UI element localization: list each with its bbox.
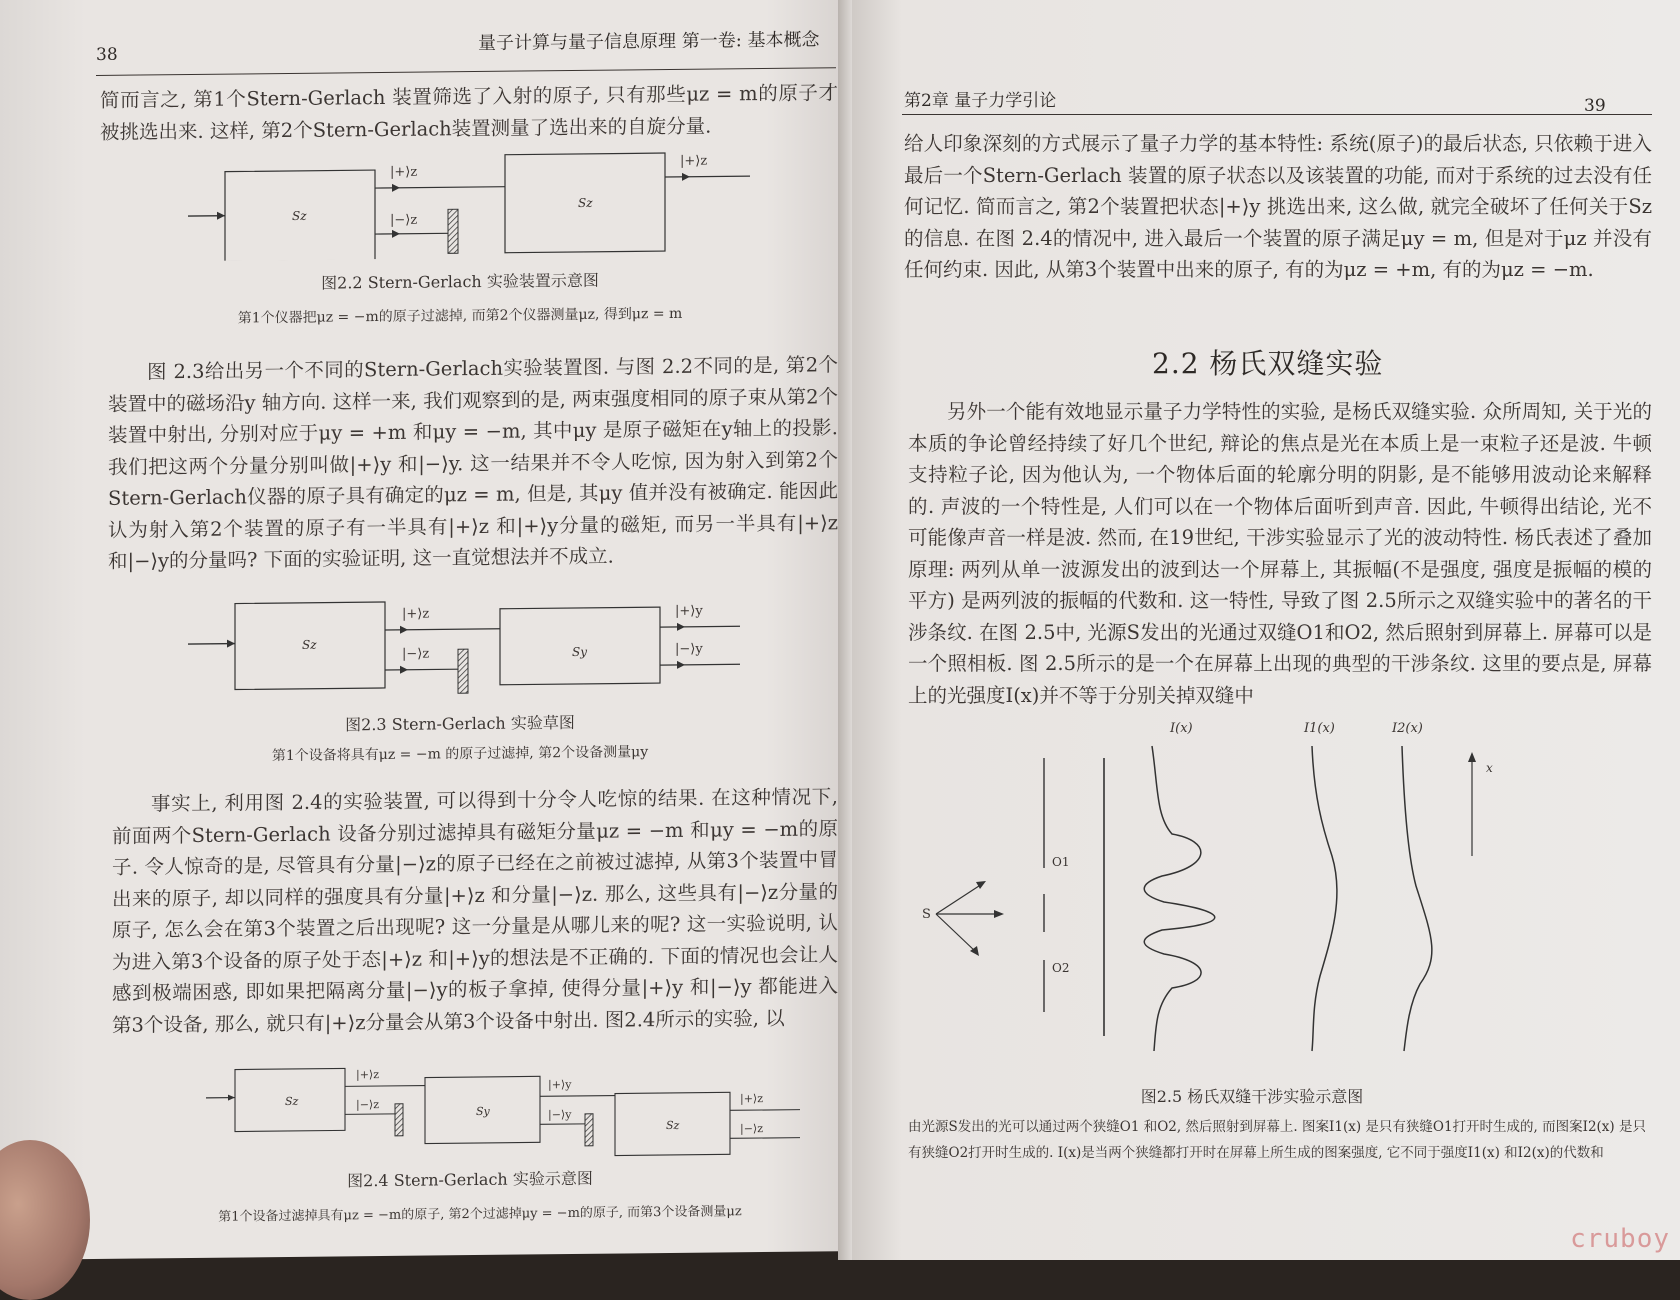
- page-number-left: 38: [96, 45, 118, 65]
- slit-O1-label: O1: [1052, 855, 1069, 869]
- left-para-3-text: 事实上, 利用图 2.4的实验装置, 可以得到十分令人吃惊的结果. 在这种情况下, 前面两个Stern-Gerlach 设备分别过滤掉具有磁矩分量μz = −m 和μy = −m的原子. 令人惊奇的是, 尽管具有分量|−⟩z的原子已经在之前被过滤掉, 从第3个装置中冒出来的原子, 却以同样的强度具有分量|+⟩z 和分量|−⟩z. 那么, 这些具有|−⟩z分量的原子, 怎么会在第3个装置之后出现呢? 这一分量是从哪儿来的呢? 这一实验说明, 认为进入第3个设备的原子处于态|+⟩z 和|+⟩y的想法是不正确的. 下面的情况也会让人感到极端困惑, 即如果把隔离分量|−⟩y的板子拿掉, 使得分量|+⟩y 和|−⟩y 都能进入第3个设备, 那么, 就只有|+⟩z分量会从第3个设备中射出. 图2.4所示的实验, 以: [112, 781, 838, 1041]
- beam-d-label: |−⟩y: [548, 1108, 572, 1122]
- beam-a-label: |+⟩z: [356, 1068, 379, 1082]
- x-axis-label: x: [1486, 761, 1493, 775]
- device-2-label: Sz: [578, 196, 593, 210]
- right-para-2: [908, 396, 1652, 711]
- beam-plus-z-label: |+⟩z: [402, 607, 429, 622]
- device-1-label: Sz: [302, 638, 317, 652]
- right-para-1-text: 给人印象深刻的方式展示了量子力学的基本特性: 系统(原子)的最后状态, 只依赖于进入最后一个Stern-Gerlach 装置的原子状态以及该装置的功能, 而对于系统的过去没有任何记忆. 简而言之, 第2个装置把状态|+⟩y 挑选出来, 这么做, 就完全破坏了任何关于Sz的信息. 在图 2.4的情况中, 进入最后一个装置的原子满足μy = m, 但是对于μz 并没有任何约束. 因此, 从第3个装置中出来的原子, 有的为μz = +m, 有的为μz = −m.: [904, 128, 1652, 286]
- beam-e-label: |+⟩z: [740, 1092, 763, 1106]
- figure-2-3-caption: 图2.3 Stern-Gerlach 实验草图: [180, 708, 740, 737]
- label-I: I(x): [1169, 721, 1193, 736]
- curve-I: [1144, 746, 1215, 1051]
- figure-2-3-subcaption: 第1个设备将具有μz = −m 的原子过滤掉, 第2个设备测量μy: [130, 740, 790, 767]
- out-minus-y-label: |−⟩y: [675, 642, 703, 657]
- left-page: [0, 0, 852, 1260]
- right-para-1: [904, 128, 1652, 286]
- device-3-label: Sz: [666, 1119, 680, 1132]
- left-para-2-text: 图 2.3给出另一个不同的Stern-Gerlach实验装置图. 与图 2.2不同的是, 第2个装置中的磁场沿y 轴方向. 这样一来, 我们观察到的是, 两束强度相同的原子束从第2个装置中射出, 分别对应于μy = +m 和μy = −m, 其中μy 是原子磁矩在y轴上的投影. 我们把这两个分量分别叫做|+⟩y 和|−⟩y. 这一结果并不令人吃惊, 因为射入到第2个Stern-Gerlach仪器的原子具有确定的μz = m, 但是, 其μy 值并没有被确定. 能因此认为射入第2个装置的原子有一半具有|+⟩z 和|+⟩y分量的磁矩, 而另一半具有|+⟩z 和|−⟩y的分量吗? 下面的实验证明, 这一直觉想法并不成立.: [108, 349, 838, 577]
- blocker-plate: [448, 209, 458, 253]
- right-page: [852, 0, 1680, 1260]
- left-para-1: [100, 77, 838, 148]
- left-para-2: [108, 349, 838, 577]
- label-I1: I1(x): [1303, 721, 1335, 736]
- figure-2-2-subcaption: 第1个仪器把μz = −m的原子过滤掉, 而第2个仪器测量μz, 得到μz = m: [130, 302, 790, 329]
- running-head-right: 第2章 量子力学引论: [904, 86, 1056, 111]
- device-2-label: Sy: [476, 1105, 491, 1118]
- device-1-label: Sz: [285, 1095, 299, 1108]
- beam-f-label: |−⟩z: [740, 1122, 763, 1136]
- figure-2-5-caption: 图2.5 杨氏双缝干涉实验示意图: [972, 1084, 1532, 1107]
- out-plus-y-label: |+⟩y: [675, 604, 703, 619]
- watermark: cruboy: [1570, 1224, 1670, 1254]
- device-2-label: Sy: [572, 645, 587, 659]
- figure-2-4-subcaption: 第1个设备过滤掉具有μz = −m的原子, 第2个过滤掉μy = −m的原子, 而第3个设备测量μz: [130, 1199, 830, 1225]
- device-1-label: Sz: [292, 209, 307, 223]
- figure-2-5-subcaption: 由光源S发出的光可以通过两个狭缝O1 和O2, 然后照射到屏幕上. 图案I1(x) 是只有狭缝O1打开时生成的, 而图案I2(x) 是只有狭缝O2打开时生成的. I(x)是当两个狭缝都打开时在屏幕上所生成的图案强度, 它不同于强度I1(x) 和I2(x)的代数和: [908, 1114, 1652, 1166]
- beam-b-label: |−⟩z: [356, 1098, 379, 1112]
- figure-2-5: [912, 716, 1652, 1076]
- slit-O2-label: O2: [1052, 961, 1069, 975]
- page-number-right: 39: [1584, 96, 1606, 116]
- beam-c-label: |+⟩y: [548, 1078, 572, 1092]
- figure-2-2-caption: 图2.2 Stern-Gerlach 实验装置示意图: [180, 266, 740, 295]
- figure-2-4-caption: 图2.4 Stern-Gerlach 实验示意图: [200, 1164, 740, 1193]
- source-S-label: S: [922, 907, 931, 922]
- header-rule-left: [96, 67, 836, 76]
- label-I2: I2(x): [1391, 721, 1423, 736]
- left-para-3: [112, 781, 838, 1041]
- figure-2-2: [180, 150, 780, 261]
- figure-2-3: [180, 596, 780, 702]
- beam-plus-z-label: |+⟩z: [390, 165, 417, 180]
- beam-minus-z-label: |−⟩z: [390, 213, 417, 228]
- header-rule-right: [902, 114, 1652, 115]
- figure-2-4: [200, 1061, 820, 1167]
- left-para-1-text: 简而言之, 第1个Stern-Gerlach 装置筛选了入射的原子, 只有那些μz = m的原子才被挑选出来. 这样, 第2个Stern-Gerlach装置测量了选出来的自旋分量.: [100, 77, 838, 148]
- beam-minus-z-label: |−⟩z: [402, 647, 429, 662]
- right-para-2-text: 另外一个能有效地显示量子力学特性的实验, 是杨氏双缝实验. 众所周知, 关于光的本质的争论曾经持续了好几个世纪, 辩论的焦点是光在本质上是一束粒子还是波. 牛顿支持粒子论, 因为他认为, 一个物体后面的轮廓分明的阴影, 是不能够用波动论来解释的. 声波的一个特性是, 人们可以在一个物体后面听到声音. 因此, 牛顿得出结论, 光不可能像声音一样是波. 然而, 在19世纪, 干涉实验显示了光的波动特性. 杨氏表述了叠加原理: 两列从单一波源发出的波到达一个屏幕上, 其振幅(不是强度, 强度是振幅的模的平方) 是两列波的振幅的代数和. 这一特性, 导致了图 2.5所示之双缝实验中的著名的干涉条纹. 在图 2.5中, 光源S发出的光通过双缝O1和O2, 然后照射到屏幕上. 屏幕可以是一个照相板. 图 2.5所示的是一个在屏幕上出现的典型的干涉条纹. 这里的要点是, 屏幕上的光强度I(x)并不等于分别关掉双缝中: [908, 396, 1652, 711]
- curve-I1: [1312, 746, 1337, 1051]
- section-title: 2.2 杨氏双缝实验: [1152, 342, 1383, 382]
- output-beam-label: |+⟩z: [680, 154, 707, 169]
- curve-I2: [1402, 746, 1432, 1051]
- running-head-left: 量子计算与量子信息原理 第一卷: 基本概念: [478, 25, 820, 55]
